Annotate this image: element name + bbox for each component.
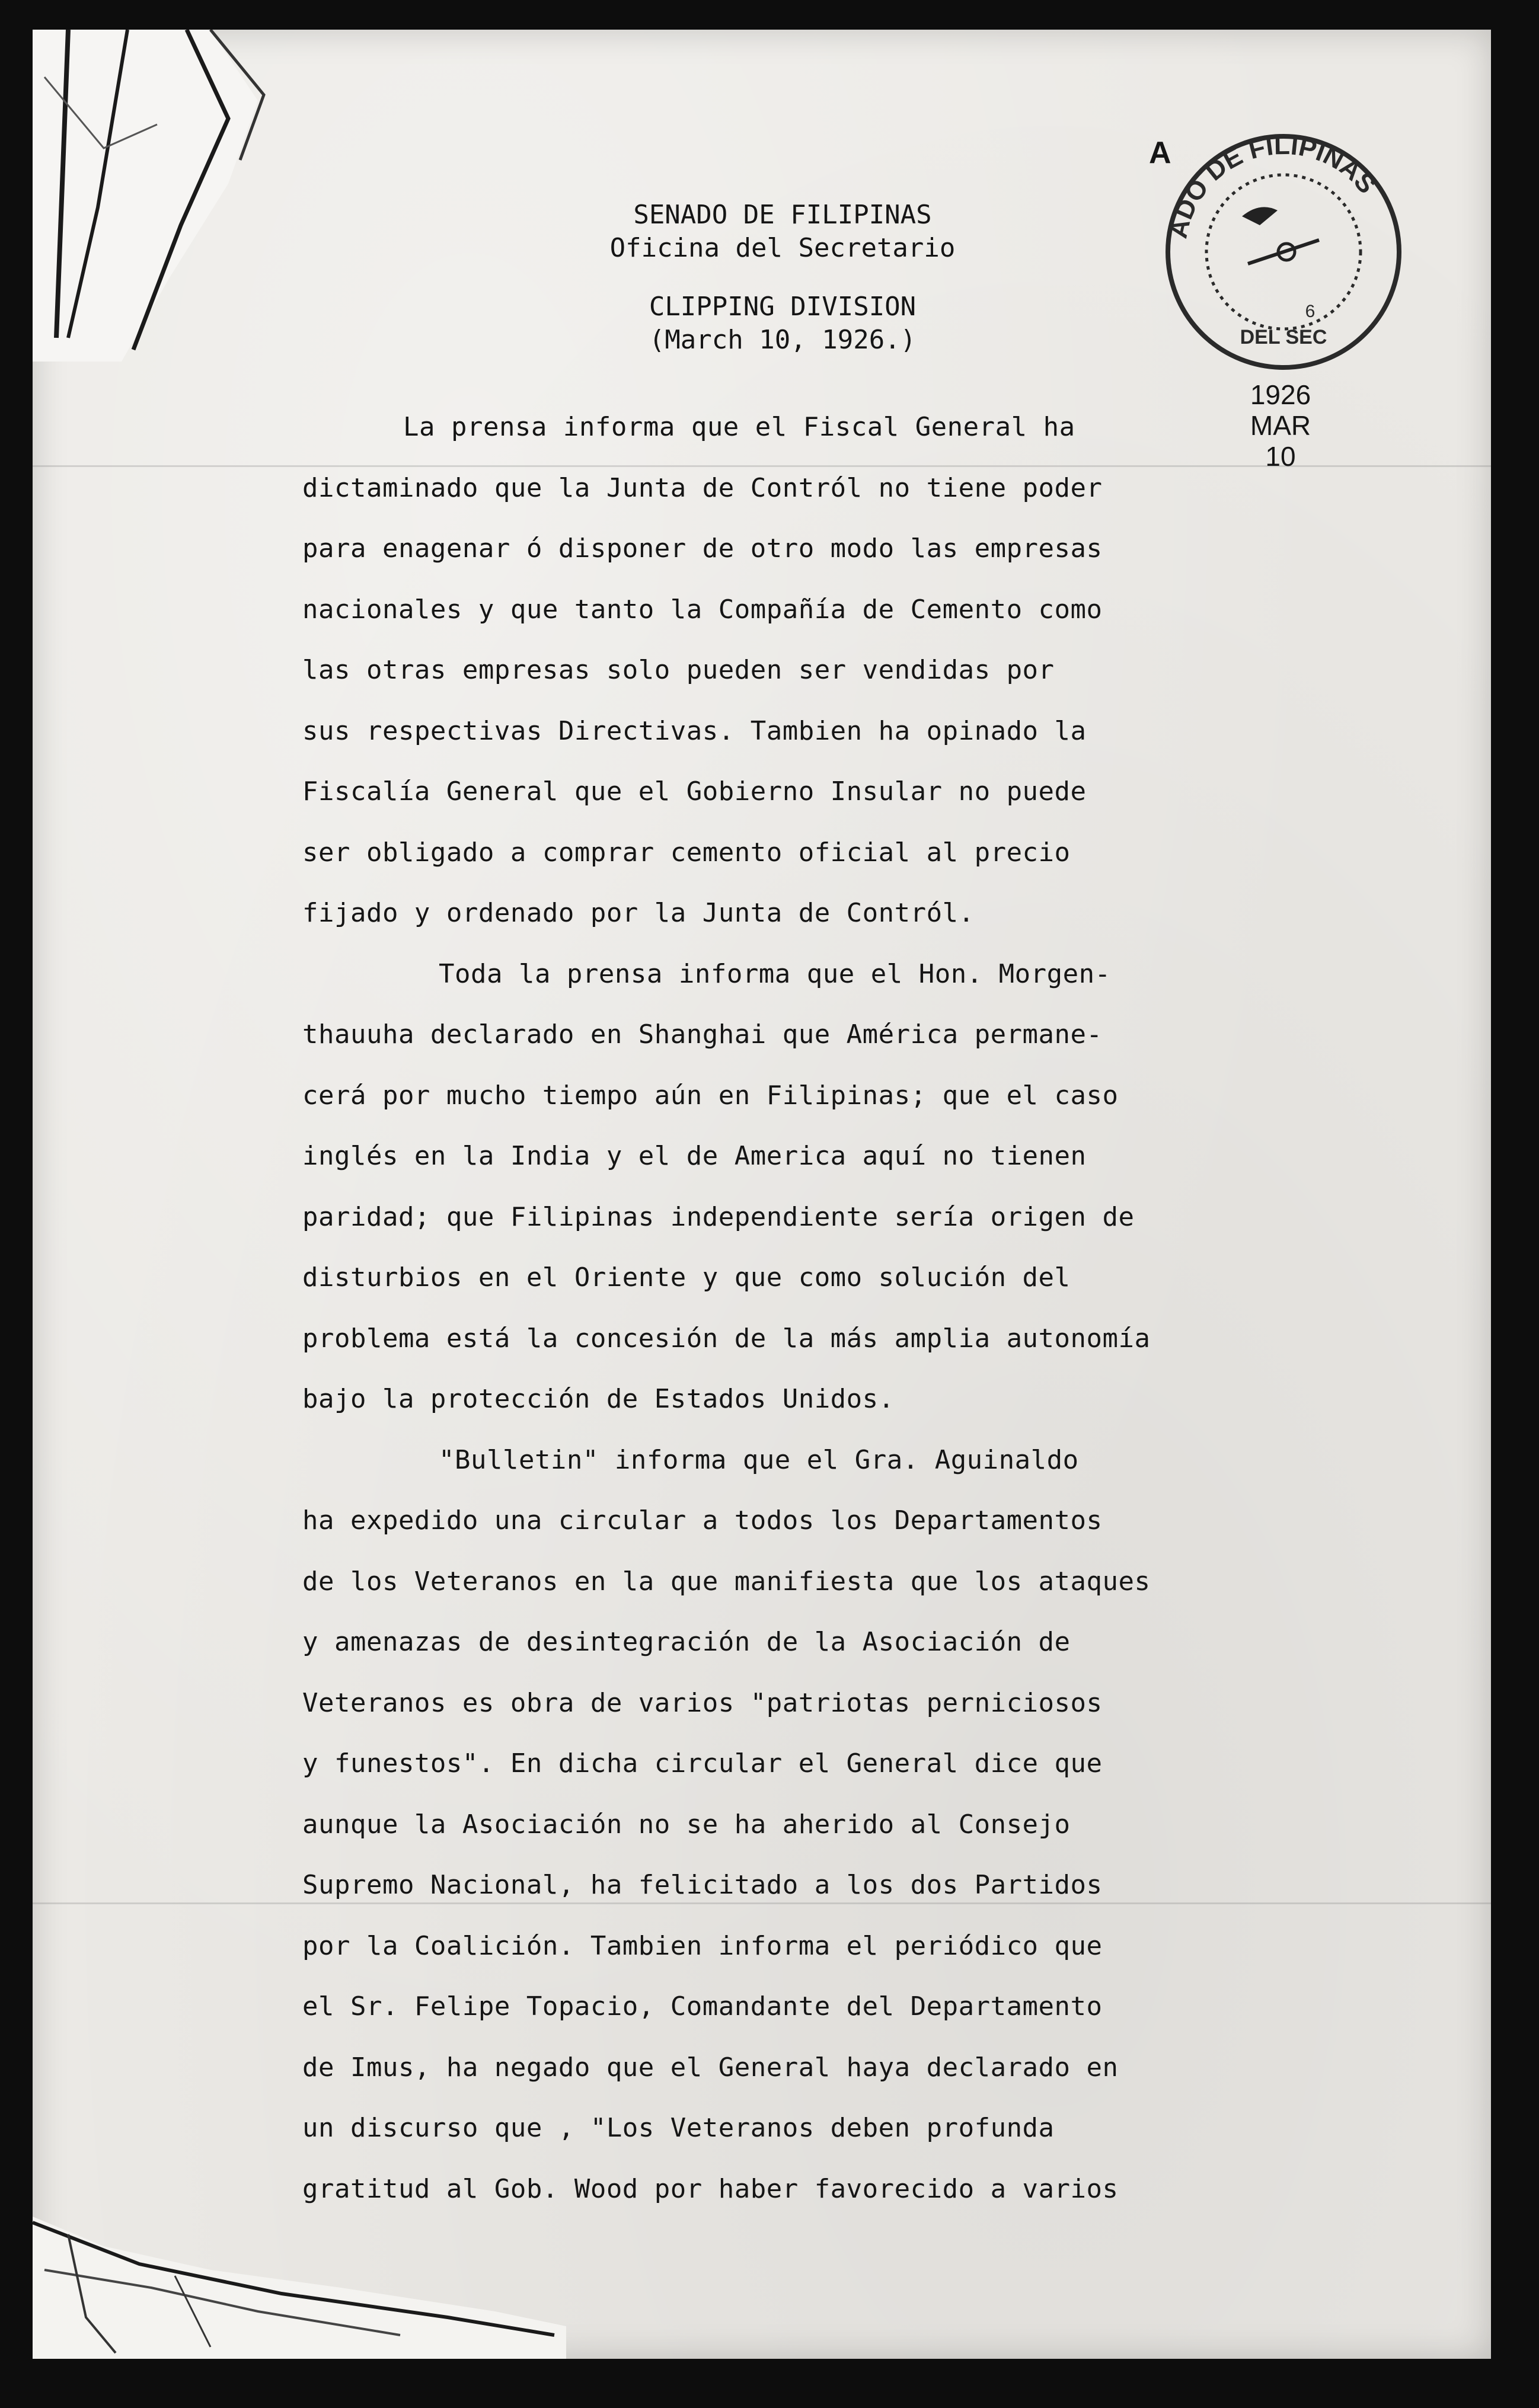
text-line: La prensa informa que el Fiscal General ha	[403, 412, 1075, 442]
text-line: disturbios en el Oriente y que como solución del	[302, 1262, 1071, 1293]
torn-corner-bottom-left	[33, 2199, 566, 2359]
clipping-heading	[516, 290, 1049, 357]
text-line: cerá por mucho tiempo aún en Filipinas; que el caso	[302, 1080, 1119, 1111]
text-line: nacionales y que tanto la Compañía de Cemento como	[302, 594, 1103, 625]
text-line: ha expedido una circular a todos los Departamentos	[302, 1505, 1103, 1536]
text-line: bajo la protección de Estados Unidos.	[302, 1384, 895, 1414]
stamp-ring-text: ADO DE FILIPINAS	[1163, 130, 1382, 241]
text-line: Fiscalía General que el Gobierno Insular no puede	[302, 776, 1087, 807]
text-line: sus respectivas Directivas. Tambien ha opinado la	[302, 715, 1087, 746]
text-line: el Sr. Felipe Topacio, Comandante del Departamento	[302, 1991, 1103, 2022]
corner-mark: A	[1149, 136, 1171, 170]
received-year: 1926	[1250, 379, 1311, 410]
text-line: fijado y ordenado por la Junta de Contról.	[302, 898, 975, 928]
text-line: paridad; que Filipinas independiente sería origen de	[302, 1201, 1135, 1232]
text-line: y amenazas de desintegración de la Asociación de	[302, 1627, 1071, 1657]
text-line: problema está la concesión de la más amplia autonomía	[302, 1323, 1151, 1354]
text-line: inglés en la India y el de America aquí no tienen	[302, 1141, 1087, 1171]
clipping-date: (March 10, 1926.)	[649, 325, 917, 355]
text-line: "Bulletin" informa que el Gra. Aguinaldo	[439, 1444, 1079, 1475]
text-line: de Imus, ha negado que el General haya declarado en	[302, 2052, 1119, 2083]
text-line: las otras empresas solo pueden ser vendidas por	[302, 655, 1055, 685]
letterhead	[516, 199, 1049, 265]
institution-name: SENADO DE FILIPINAS	[633, 200, 932, 230]
text-line: thauuha declarado en Shanghai que América permane-	[302, 1019, 1103, 1050]
stamp-clock-icon	[1242, 207, 1319, 264]
text-line: un discurso que , "Los Veteranos deben profunda	[302, 2113, 1055, 2143]
text-line: dictaminado que la Junta de Contról no tiene poder	[302, 472, 1103, 503]
office-name: Oficina del Secretario	[609, 233, 956, 263]
received-stamp	[1159, 127, 1408, 376]
stamp-bottom-text: DEL SEC	[1240, 326, 1327, 348]
text-line: Veteranos es obra de varios "patriotas perniciosos	[302, 1687, 1103, 1718]
text-line: Toda la prensa informa que el Hon. Morgen-	[439, 958, 1111, 989]
received-month: MAR	[1250, 410, 1311, 441]
text-line: Supremo Nacional, ha felicitado a los dos Partidos	[302, 1870, 1103, 1900]
torn-corner-top-left	[33, 30, 282, 362]
received-day: 10	[1265, 441, 1296, 472]
text-line: gratitud al Gob. Wood por haber favorecido a varios	[302, 2173, 1119, 2204]
text-line: por la Coalición. Tambien informa el periódico que	[302, 1930, 1103, 1961]
division-name: CLIPPING DIVISION	[649, 292, 917, 322]
text-line: y funestos". En dicha circular el General dice que	[302, 1748, 1103, 1779]
text-line: para enagenar ó disponer de otro modo las empresas	[302, 533, 1103, 564]
stamp-center-number: 6	[1305, 302, 1316, 321]
text-line: de los Veteranos en la que manifiesta que los ataques	[302, 1566, 1151, 1597]
text-line: ser obligado a comprar cemento oficial al precio	[302, 837, 1071, 868]
paragraph-fiscal-general	[302, 397, 1346, 944]
paragraph-bulletin-aguinaldo	[302, 1430, 1346, 2220]
document-body	[302, 397, 1346, 2220]
paragraph-morgenthau	[302, 944, 1346, 1430]
text-line: aunque la Asociación no se ha aherido al Consejo	[302, 1809, 1071, 1840]
